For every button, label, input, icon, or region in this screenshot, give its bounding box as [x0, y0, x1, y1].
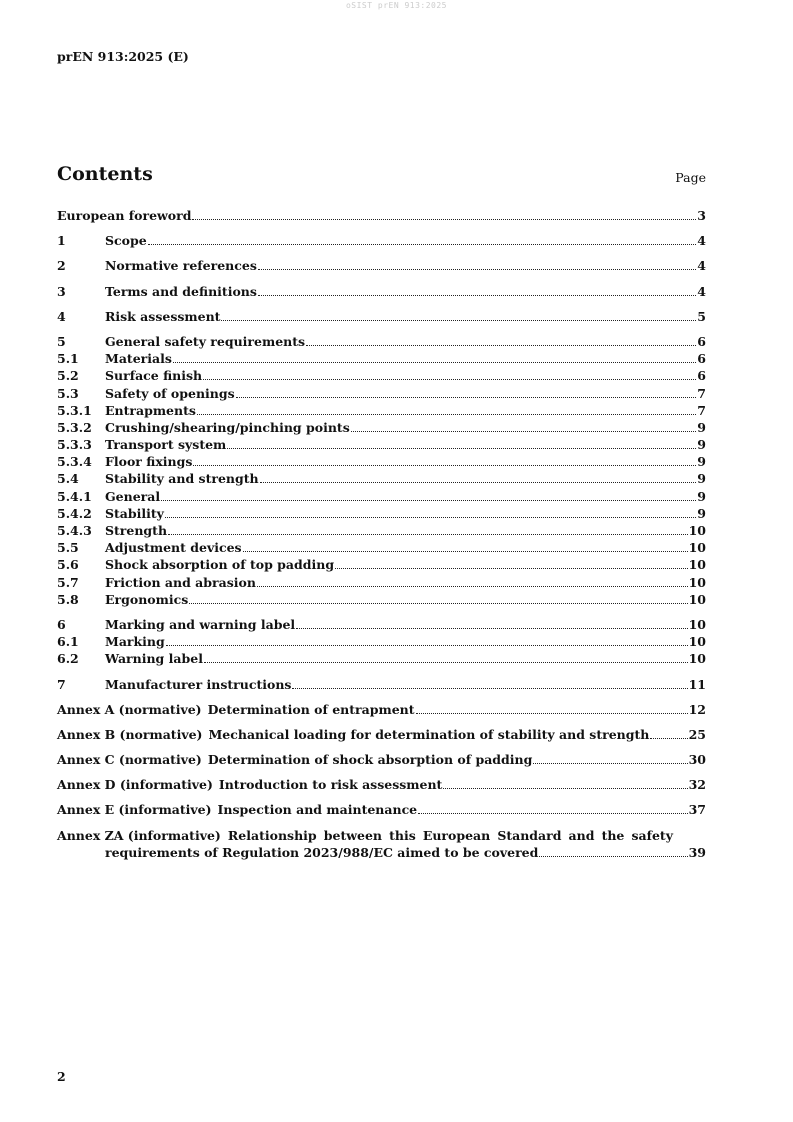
toc-entry[interactable]: [57, 539, 706, 556]
toc-entry-title: General safety requirements: [105, 333, 306, 349]
toc-entry-title: Scope: [105, 233, 147, 249]
leader-dots: [193, 464, 696, 466]
toc-entry-page: 4: [697, 283, 706, 299]
toc-entry-page: 9: [697, 419, 706, 435]
leader-dots: [351, 430, 697, 432]
leader-dots: [416, 712, 688, 714]
watermark: oSIST prEN 913:2025: [345, 1, 447, 10]
toc-annex-entry[interactable]: [57, 726, 706, 743]
toc-entry-number: 6.1: [57, 634, 79, 650]
leader-dots: [292, 687, 687, 689]
toc-entry-page: 10: [688, 651, 706, 667]
toc-entry-number: 5.3.1: [57, 402, 92, 418]
leader-dots: [418, 812, 687, 814]
toc-entry-number: 6: [57, 616, 66, 632]
toc-entry-page: 6: [697, 351, 706, 367]
toc-entry[interactable]: [57, 574, 706, 591]
toc-entry-page: 10: [688, 523, 706, 538]
toc-entry-number: 5.4.1: [57, 488, 92, 504]
toc-entry-title: Shock absorption of top padding: [105, 557, 335, 573]
toc-entry-number: 5.3.3: [57, 437, 92, 453]
leader-dots: [243, 550, 688, 552]
leader-dots: [539, 855, 687, 857]
toc-entry-number: 5.1: [57, 351, 79, 367]
toc-entry[interactable]: [57, 650, 706, 667]
leader-dots: [221, 319, 696, 321]
toc-entry-title: Friction and abrasion: [105, 574, 256, 590]
toc-entry-number: 3: [57, 283, 66, 299]
toc-entry-page: 6: [697, 333, 706, 349]
toc-entry-number: 7: [57, 676, 66, 692]
toc-entry-title: Ergonomics: [105, 591, 189, 607]
leader-dots: [650, 737, 687, 739]
toc-entry-title: Stability and strength: [105, 471, 259, 487]
annex-page: 32: [688, 777, 706, 793]
toc-entry-title: Crushing/shearing/pinching points: [105, 419, 350, 435]
toc-entry-number: 5.7: [57, 574, 79, 590]
toc-entry[interactable]: [57, 616, 706, 633]
annex-label: Annex C (normative): [57, 752, 202, 768]
leader-dots: [258, 268, 696, 270]
toc-entry[interactable]: [57, 257, 706, 274]
toc-entry[interactable]: [57, 556, 706, 573]
toc-entry-page: 9: [697, 471, 706, 487]
toc-entry[interactable]: [57, 436, 706, 453]
annex-za-word: between: [323, 827, 382, 843]
page-number: 2: [57, 1069, 66, 1084]
toc-entry-number: 5.4: [57, 471, 79, 487]
leader-dots: [443, 787, 687, 789]
toc-entry[interactable]: [57, 522, 706, 539]
toc-entry-page: 10: [688, 574, 706, 590]
toc-entry[interactable]: [57, 419, 706, 436]
toc-entry-page: 6: [697, 368, 706, 384]
toc-entry-number: 5.6: [57, 557, 79, 573]
leader-dots: [204, 661, 688, 663]
toc-annex-entry[interactable]: [57, 801, 706, 818]
toc-entry[interactable]: [57, 283, 706, 300]
annex-za-word: the: [601, 827, 625, 843]
toc-entry-title: Safety of openings: [105, 385, 235, 401]
toc-annex-entry[interactable]: [57, 751, 706, 768]
document-id: prEN 913:2025 (E): [57, 49, 189, 64]
toc-entry-page: 10: [688, 557, 706, 573]
annex-za-word: European: [422, 827, 491, 843]
leader-dots: [148, 243, 697, 245]
toc-entry[interactable]: [57, 470, 706, 487]
annex-page: 30: [688, 752, 706, 768]
toc-entry-title: Stability: [105, 505, 164, 521]
leader-dots: [168, 533, 688, 535]
toc-entry-title: Normative references: [105, 258, 257, 274]
toc-entry-page: 9: [697, 454, 706, 470]
annex-page: 37: [688, 802, 706, 818]
toc-entry-page: 4: [697, 233, 706, 249]
toc-entry-title: Risk assessment: [105, 308, 221, 324]
toc-entry[interactable]: [57, 488, 706, 505]
annex-page: 25: [688, 726, 706, 742]
leader-dots: [335, 567, 688, 569]
toc-entry[interactable]: [57, 402, 706, 419]
toc-entry-page: 5: [697, 308, 706, 324]
toc-entry-page: 10: [688, 634, 706, 650]
annex-title: Introduction to risk assessment: [218, 777, 443, 793]
leader-dots: [296, 627, 687, 629]
toc-entry-title: Entrapments: [105, 402, 196, 418]
annex-page: 39: [688, 844, 706, 860]
toc-entry-number: 2: [57, 258, 66, 274]
leader-dots: [227, 447, 696, 449]
toc-entry-page: 9: [697, 437, 706, 453]
annex-za-word: and: [568, 827, 595, 843]
toc-entry-title: General: [105, 488, 161, 504]
annex-label: Annex A (normative): [57, 701, 202, 717]
annex-za-word: Standard: [497, 827, 562, 843]
annex-title: Determination of shock absorption of padding: [207, 752, 533, 768]
toc-entry[interactable]: [57, 633, 706, 650]
toc-entry-title: Marking and warning label: [105, 616, 296, 632]
toc-entry[interactable]: [57, 591, 706, 608]
contents-heading: Contents: [57, 163, 153, 185]
annex-label: Annex B (normative): [57, 726, 203, 742]
toc-entry-number: 1: [57, 233, 66, 249]
leader-dots: [203, 378, 696, 380]
toc-entry-title: Floor fixings: [105, 454, 193, 470]
toc-entry[interactable]: [57, 207, 706, 224]
toc-entry-number: 5: [57, 333, 66, 349]
toc-entry[interactable]: [57, 676, 706, 693]
annex-za-word: this: [389, 827, 416, 843]
toc-entry-number: 5.4.3: [57, 523, 92, 538]
toc-entry[interactable]: [57, 367, 706, 384]
leader-dots: [161, 499, 696, 501]
leader-dots: [260, 481, 697, 483]
toc-entry[interactable]: [57, 232, 706, 249]
toc-entry-title: Manufacturer instructions: [105, 676, 292, 692]
annex-title: Mechanical loading for determination of stability and strength: [208, 726, 650, 742]
toc-annex-entry[interactable]: [57, 776, 706, 793]
toc-entry-title: Marking: [105, 634, 165, 650]
toc-entry-title: Materials: [105, 351, 172, 367]
leader-dots: [173, 361, 696, 363]
leader-dots: [258, 294, 696, 296]
annex-za-word: safety: [631, 827, 673, 843]
toc-entry-number: 5.5: [57, 540, 79, 556]
toc-entry[interactable]: [57, 308, 706, 325]
toc-entry-title: Strength: [105, 523, 168, 538]
leader-dots: [166, 644, 688, 646]
annex-za-heading: [57, 827, 673, 844]
toc-entry-page: 10: [688, 591, 706, 607]
toc-entry[interactable]: [57, 453, 706, 470]
toc-annex-za-entry[interactable]: [57, 827, 706, 861]
toc-entry-page: 3: [697, 208, 706, 223]
annex-za-line-2: [57, 844, 706, 861]
toc-entry-page: 7: [697, 385, 706, 401]
annex-za-line-1: [57, 827, 706, 844]
toc-annex-entry[interactable]: [57, 701, 706, 718]
annex-label: Annex E (informative): [57, 802, 212, 818]
toc-entry-page: 10: [688, 616, 706, 632]
toc-entry-title: Transport system: [105, 437, 227, 453]
table-of-contents: [57, 207, 706, 861]
leader-dots: [257, 585, 688, 587]
page-column-label: Page: [675, 170, 706, 185]
toc-entry-number: 5.2: [57, 368, 79, 384]
leader-dots: [306, 344, 696, 346]
toc-entry-page: 10: [688, 540, 706, 556]
toc-entry-number: 5.3: [57, 385, 79, 401]
leader-dots: [197, 413, 696, 415]
toc-entry-number: 6.2: [57, 651, 79, 667]
leader-dots: [236, 396, 697, 398]
toc-entry-page: 7: [697, 402, 706, 418]
toc-entry[interactable]: [57, 333, 706, 350]
toc-entry-page: 9: [697, 488, 706, 504]
annex-label: Annex D (informative): [57, 777, 213, 793]
toc-entry-page: 11: [688, 676, 706, 692]
toc-entry-number: 5.8: [57, 591, 79, 607]
leader-dots: [533, 762, 687, 764]
annex-za-title-continued: requirements of Regulation 2023/988/EC aimed to be covered: [105, 844, 539, 860]
annex-za-label: Annex ZA (informative): [57, 827, 221, 843]
toc-entry-title: Surface finish: [105, 368, 203, 384]
toc-entry-title: European foreword: [57, 208, 192, 223]
toc-entry-page: 4: [697, 258, 706, 274]
toc-entry-number: 5.4.2: [57, 505, 92, 521]
leader-dots: [189, 602, 687, 604]
annex-title: Determination of entrapment: [207, 701, 415, 717]
toc-entry[interactable]: [57, 350, 706, 367]
leader-dots: [165, 516, 696, 518]
toc-entry-number: 4: [57, 308, 66, 324]
toc-entry-number: 5.3.4: [57, 454, 92, 470]
toc-entry-title: Terms and definitions: [105, 283, 257, 299]
leader-dots: [192, 218, 696, 220]
annex-za-word: Relationship: [227, 827, 317, 843]
toc-entry-title: Warning label: [105, 651, 203, 667]
annex-page: 12: [688, 701, 706, 717]
toc-entry-number: 5.3.2: [57, 419, 92, 435]
toc-entry-title: Adjustment devices: [105, 540, 242, 556]
toc-entry[interactable]: [57, 385, 706, 402]
toc-entry-page: 9: [697, 505, 706, 521]
toc-entry[interactable]: [57, 505, 706, 522]
annex-title: Inspection and maintenance: [217, 802, 418, 818]
